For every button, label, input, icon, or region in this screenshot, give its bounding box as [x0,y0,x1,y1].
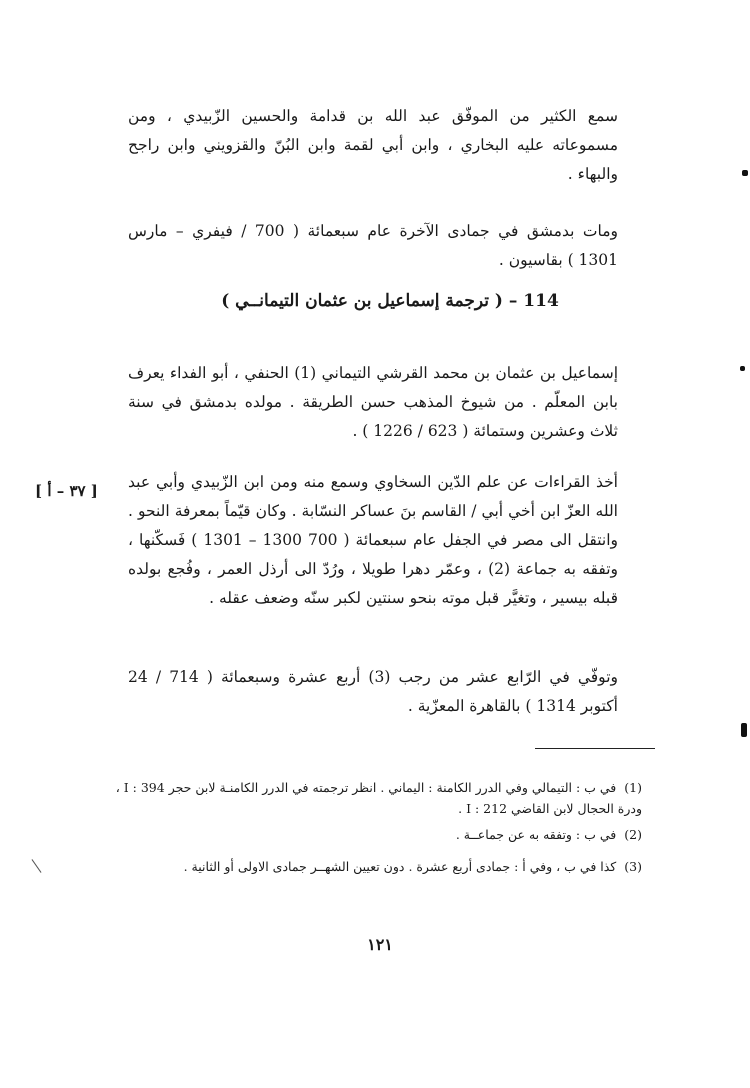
scan-edge-mark [742,170,748,176]
scan-edge-mark [741,723,747,737]
footnote-separator [535,748,655,749]
paragraph-death: ومات بدمشق في جمادى الآخرة عام سبعمائة ( 700 / فيفري – مارس 1301 ) بقاسيون . [128,221,618,269]
footnote [112,777,642,819]
footnote-number: (2) [624,827,642,842]
scan-pen-stroke [32,859,42,873]
section-heading: 114 – ( ترجمة إسماعيل بن عثمان التيمانــي ) [221,291,559,311]
paragraph-biography: إسماعيل بن عثمان بن محمد القرشي التيماني (1) الحنفي ، أبو الفداء يعرف بابن المعلّم . من شيوخ المذهب حسن الطريقة . مولده بدمشق في سنة ثلاث وعشرين وستمائة ( 623 / 1226 ) . [128,363,619,440]
footnote-text: في ب : التيمالي وفي الدرر الكامنة : اليماني . انظر ترجمته في الدرر الكامنـة لابن حجر I : 394 ، ودرة الحجال لابن القاضي I : 212 . [115,780,642,816]
footnote-text: كذا في ب ، وفي أ : جمادى أربع عشرة . دون تعيين الشهــر جمادى الاولى أو الثانية . [183,859,617,874]
footnote [112,856,642,877]
footnote [112,824,642,845]
page-number: ١٢١ [367,935,393,954]
paragraph-studies: أخذ القراءات عن علم الدّين السخاوي وسمع منه ومن ابن الزّبيدي وأبي عبد الله العزّ ابن أخي أبي / القاسم بنَ عساكر النسّابة . وكان قيّماً بمعرفة النحو . وانتقل الى مصر في الجفل عام سبعمائة ( 700 1300 – 1301 ) فَسكّنها ، وتفقه به جماعة (2) ، وعمّر دهرا طويلا ، ورُدّ الى أرذل العمر ، وفُجع بولده قبله بيسير ، وتغيَّر قبل موته بنحو سنتين لكبر سنّه وضعف عقله . [128,472,619,607]
manuscript-folio-marker: [ ٣٧ – أ ] [35,482,98,500]
paragraph-death-date: وتوفّي في الرّابع عشر من رجب (3) أربع عشرة وسبعمائة ( 714 / 24 أكتوبر 1314 ) بالقاهرة المعزّية . [128,667,618,715]
footnote-number: (1) [624,780,642,795]
paragraph-teachers: سمع الكثير من الموفّق عبد الله بن قدامة والحسين الزّبيدي ، ومن مسموعاته عليه البخاري ، وابن أبي لقمة وابن البُنّ والقزويني وابن راجح والبهاء . [128,106,618,183]
footnote-number: (3) [624,859,642,874]
scan-edge-mark [740,366,745,371]
footnote-text: في ب : وتفقه به عن جماعــة . [455,827,617,842]
